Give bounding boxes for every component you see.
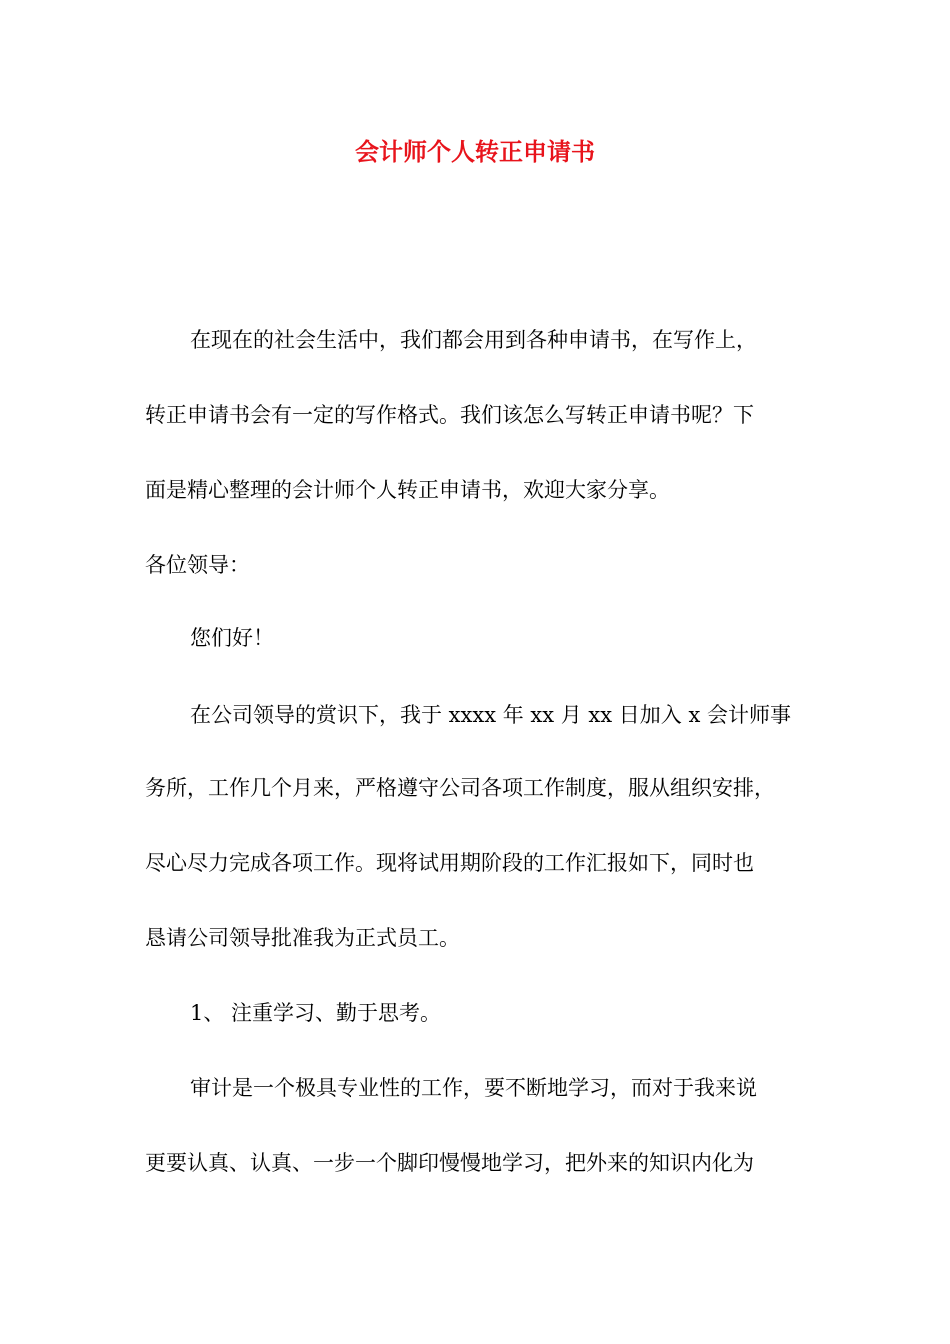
paragraph-line: 面是精心整理的会计师个人转正申请书，欢迎大家分享。 — [145, 478, 670, 502]
section-heading: 1、 注重学习、勤于思考。 — [190, 1001, 442, 1025]
paragraph-line: 在公司领导的赏识下，我于 xxxx 年 xx 月 xx 日加入 x 会计师事 — [190, 703, 791, 727]
salutation: 各位领导： — [145, 553, 250, 577]
paragraph-line: 转正申请书会有一定的写作格式。我们该怎么写转正申请书呢？下 — [145, 403, 754, 427]
document-title: 会计师个人转正申请书 — [355, 137, 595, 166]
paragraph-line: 审计是一个极具专业性的工作，要不断地学习，而对于我来说 — [190, 1076, 757, 1100]
paragraph-line: 在现在的社会生活中，我们都会用到各种申请书，在写作上， — [190, 328, 757, 352]
paragraph-line: 务所，工作几个月来，严格遵守公司各项工作制度，服从组织安排， — [145, 776, 775, 800]
paragraph-line: 更要认真、认真、一步一个脚印慢慢地学习，把外来的知识内化为 — [145, 1151, 754, 1175]
greeting: 您们好！ — [190, 626, 274, 650]
paragraph-line: 尽心尽力完成各项工作。现将试用期阶段的工作汇报如下，同时也 — [145, 851, 754, 875]
paragraph-line: 恳请公司领导批准我为正式员工。 — [145, 926, 460, 950]
